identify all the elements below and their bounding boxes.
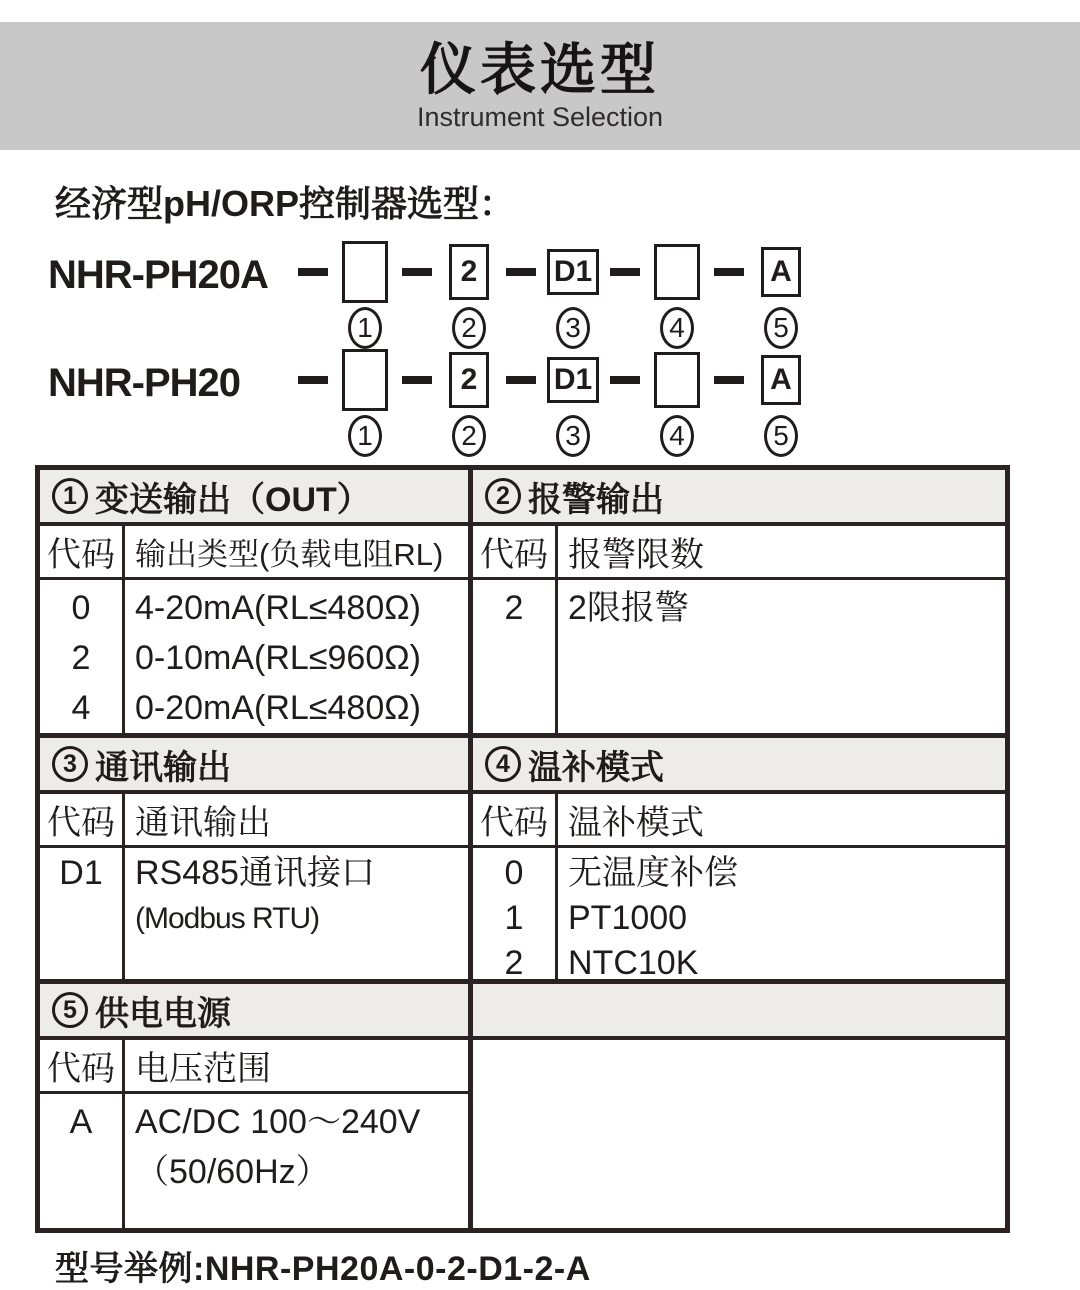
section-header-alarm-output [473, 470, 1005, 526]
code-box-2: 2 [449, 244, 489, 300]
position-number-4: 4 [660, 415, 694, 457]
model-position-1 [330, 241, 400, 349]
description-value: 0-10mA(RL≤960Ω) [135, 639, 421, 677]
code-value: A [69, 1103, 93, 1141]
position-number-1: 1 [348, 307, 382, 349]
position-number-3: 3 [556, 415, 590, 457]
circled-number-3: 3 [52, 746, 88, 782]
model-position-4 [642, 241, 712, 349]
model-position-3 [538, 241, 608, 349]
model-position-1 [330, 349, 400, 457]
code-value: D1 [59, 854, 103, 892]
dash-connector [298, 268, 328, 276]
empty-cell [473, 1040, 1005, 1228]
code-value: 4 [71, 689, 91, 727]
section-title: 供电电源 [95, 994, 231, 1033]
section-header-communication-output [40, 738, 473, 794]
position-number-3: 3 [556, 307, 590, 349]
dash-connector [402, 268, 432, 276]
model-position-5 [746, 349, 816, 457]
page-banner [0, 22, 1080, 150]
position-number-4: 4 [660, 307, 694, 349]
dash-connector [714, 268, 744, 276]
code-list [40, 580, 125, 738]
column-header-output-type: 输出类型(负载电阻RL) [125, 526, 473, 580]
position-number-2: 2 [452, 415, 486, 457]
section-header-transmission-output [40, 470, 473, 526]
code-list [40, 848, 125, 984]
dash-connector [610, 376, 640, 384]
column-header-code: 代码 [473, 526, 558, 580]
dash-connector [610, 268, 640, 276]
code-box-5: A [761, 247, 801, 297]
code-box-4 [654, 244, 700, 300]
position-number-1: 1 [348, 415, 382, 457]
description-value: 无温度补偿 [568, 854, 738, 892]
model-example: 型号举例:NHR-PH20A-0-2-D1-2-A [55, 1250, 591, 1288]
description-value: 4-20mA(RL≤480Ω) [135, 589, 421, 627]
section-heading: 经济型pH/ORP控制器选型： [55, 183, 516, 224]
code-box-1 [342, 241, 388, 303]
code-list [40, 1094, 125, 1228]
dash-connector [402, 376, 432, 384]
description-list [125, 848, 473, 984]
column-header-temp-mode: 温补模式 [558, 794, 1005, 848]
model-position-2 [434, 349, 504, 457]
model-label: NHR-PH20 [48, 361, 241, 405]
model-row-nhr-ph20a [48, 241, 1080, 349]
description-value: RS485通讯接口 [135, 854, 375, 892]
code-list [473, 848, 558, 984]
position-number-5: 5 [764, 307, 798, 349]
description-list [558, 580, 1005, 738]
code-box-1 [342, 349, 388, 411]
section-title: 报警输出 [528, 480, 664, 519]
page-title: 仪表选型 [420, 37, 660, 101]
model-ordering-diagram [48, 241, 1080, 457]
dash-connector [506, 268, 536, 276]
page-subtitle: Instrument Selection [416, 102, 664, 133]
code-value: 1 [504, 899, 524, 937]
description-value: （50/60Hz） [135, 1153, 330, 1191]
description-value: 2限报警 [568, 589, 689, 627]
code-value: 2 [71, 639, 91, 677]
column-header-communication: 通讯输出 [125, 794, 473, 848]
description-value: NTC10K [568, 944, 699, 982]
code-value: 0 [71, 589, 91, 627]
circled-number-4: 4 [485, 746, 521, 782]
section-title: 温补模式 [528, 748, 664, 787]
column-header-code: 代码 [40, 526, 125, 580]
position-number-2: 2 [452, 307, 486, 349]
code-value: 2 [504, 944, 524, 982]
description-list [558, 848, 1005, 984]
description-list [125, 580, 473, 738]
column-header-voltage-range: 电压范围 [125, 1040, 473, 1094]
dash-connector [714, 376, 744, 384]
code-box-4 [654, 352, 700, 408]
section-title: 通讯输出 [95, 748, 231, 787]
circled-number-2: 2 [485, 478, 521, 514]
column-header-code: 代码 [473, 794, 558, 848]
section-header-temp-compensation [473, 738, 1005, 794]
description-value: PT1000 [568, 899, 688, 937]
code-list [473, 580, 558, 738]
description-value: (Modbus RTU) [135, 902, 320, 935]
section-header-power-supply [40, 984, 473, 1040]
circled-number-1: 1 [52, 478, 88, 514]
code-box-5: A [761, 355, 801, 405]
dash-connector [506, 376, 536, 384]
column-header-alarm-limits: 报警限数 [558, 526, 1005, 580]
circled-number-5: 5 [52, 992, 88, 1028]
model-position-3 [538, 349, 608, 457]
model-label: NHR-PH20A [48, 253, 268, 297]
section-title: 变送输出（OUT） [95, 480, 371, 519]
column-header-code: 代码 [40, 794, 125, 848]
code-box-3: D1 [547, 357, 599, 403]
section-header-empty [473, 984, 1005, 1040]
code-box-3: D1 [547, 249, 599, 295]
selection-spec-table [35, 465, 1010, 1233]
position-number-5: 5 [764, 415, 798, 457]
description-value: AC/DC 100～240V [135, 1103, 421, 1141]
code-value: 2 [504, 589, 524, 627]
code-box-2: 2 [449, 352, 489, 408]
model-row-nhr-ph20 [48, 349, 1080, 457]
column-header-code: 代码 [40, 1040, 125, 1094]
model-position-2 [434, 241, 504, 349]
model-position-4 [642, 349, 712, 457]
description-list [125, 1094, 473, 1228]
dash-connector [298, 376, 328, 384]
model-position-5 [746, 241, 816, 349]
description-value: 0-20mA(RL≤480Ω) [135, 689, 421, 727]
code-value: 0 [504, 854, 524, 892]
